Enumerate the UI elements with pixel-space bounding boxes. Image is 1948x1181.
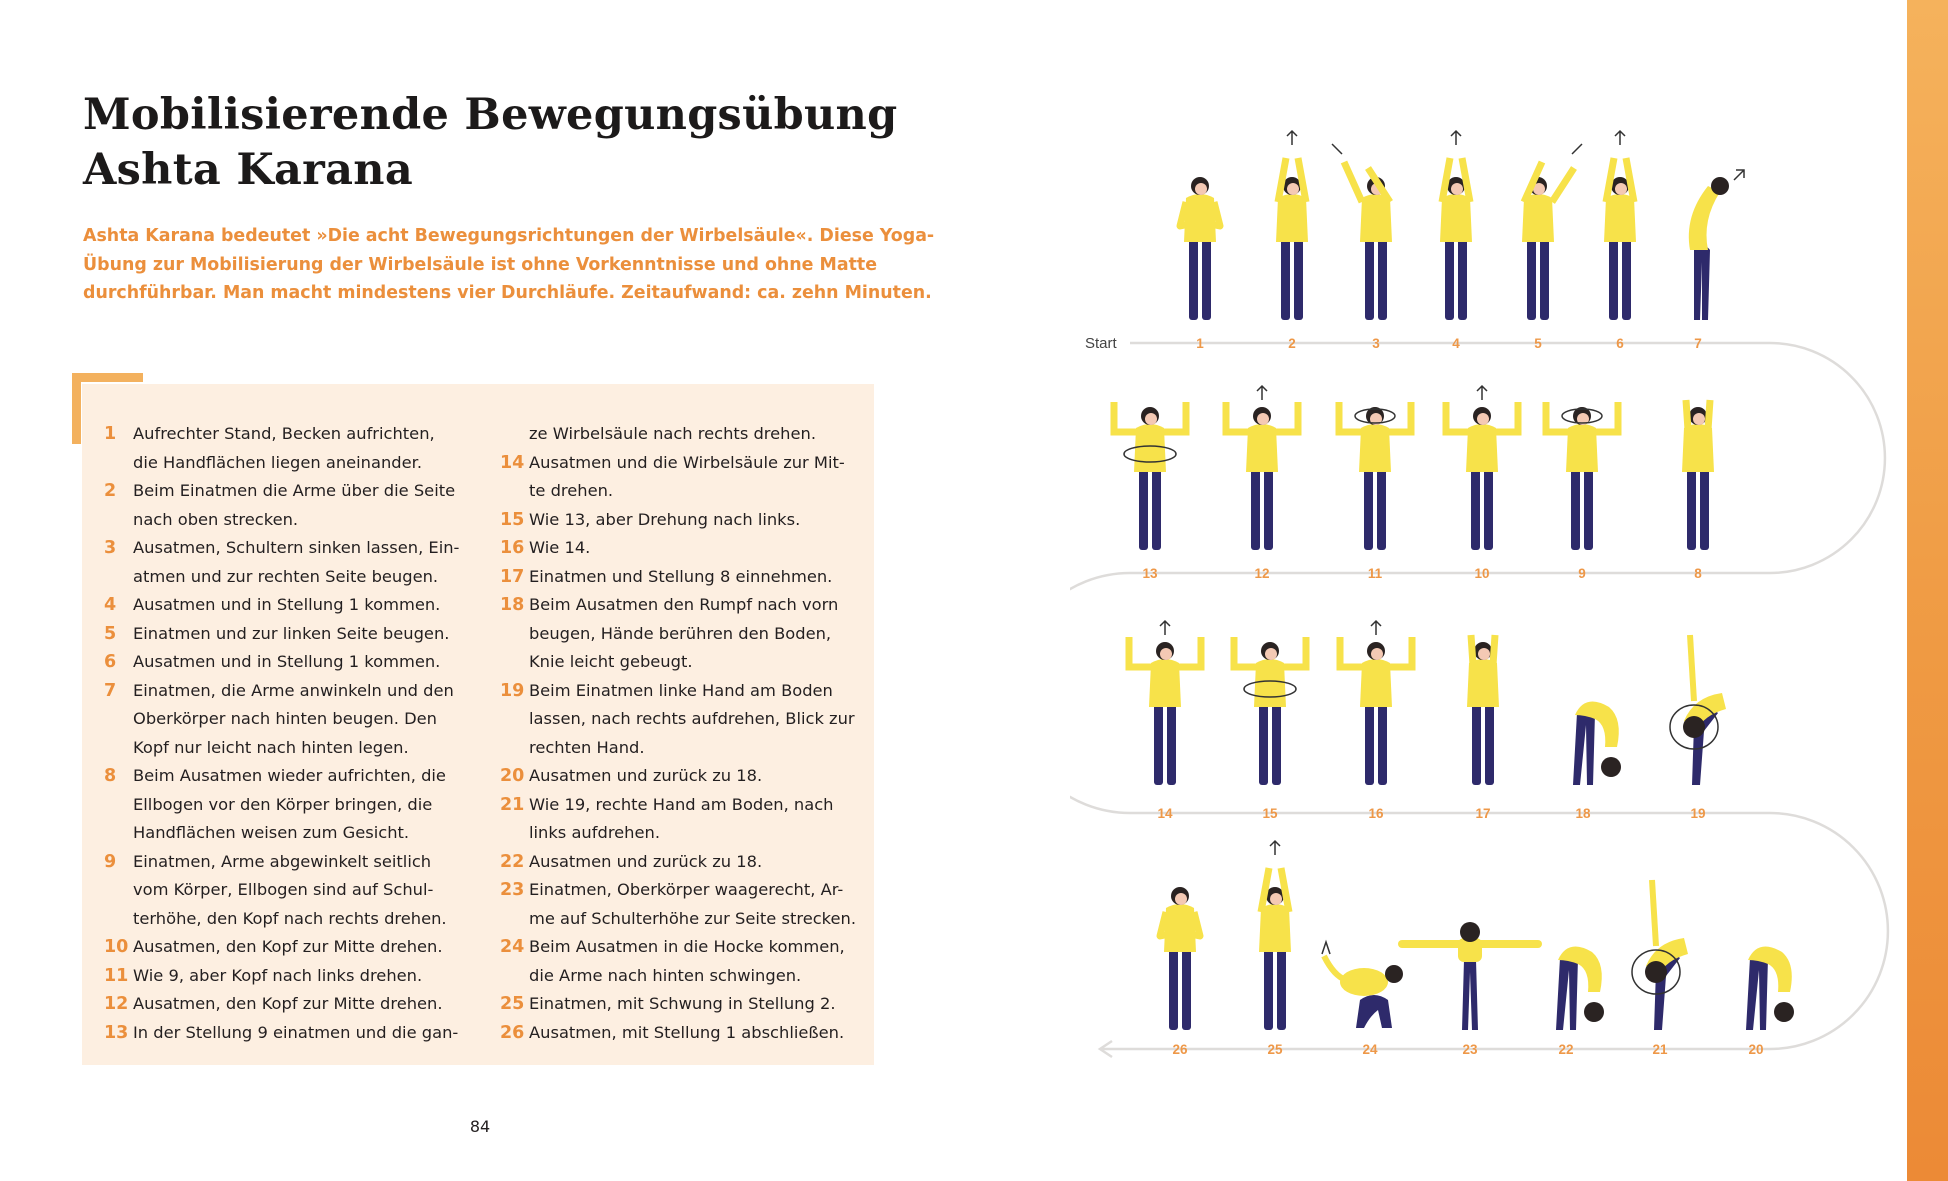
step-text: Kopf nur leicht nach hinten legen. bbox=[133, 737, 409, 757]
instruction-line bbox=[104, 506, 474, 535]
title-line-2: Ashta Karana bbox=[83, 145, 414, 195]
figure-head bbox=[1645, 961, 1667, 983]
pose-number-label: 3 bbox=[1372, 336, 1380, 351]
instruction-line bbox=[500, 734, 870, 763]
instruction-line bbox=[104, 876, 474, 905]
step-text: die Arme nach hinten schwingen. bbox=[529, 965, 802, 985]
figure-leg bbox=[1472, 701, 1481, 785]
step-number: 21 bbox=[500, 794, 525, 815]
pose-figure bbox=[1604, 131, 1636, 320]
step-text: Oberkörper nach hinten beugen. Den bbox=[133, 709, 437, 728]
figure-head bbox=[1683, 716, 1705, 738]
figure-leg bbox=[1377, 466, 1386, 550]
step-text: Ellbogen vor den Körper bringen, die bbox=[133, 794, 433, 814]
figure-leg bbox=[1259, 701, 1268, 785]
step-text: Ausatmen und in Stellung 1 kommen. bbox=[133, 595, 441, 614]
figure-legs bbox=[1746, 958, 1768, 1030]
figure-leg bbox=[1609, 236, 1618, 320]
pose-figure bbox=[1440, 131, 1472, 320]
pose-figure bbox=[1398, 922, 1542, 1030]
pose-number-label: 14 bbox=[1157, 806, 1173, 821]
figure-leg bbox=[1540, 236, 1549, 320]
instruction-line bbox=[500, 990, 870, 1019]
figure-leg bbox=[1458, 236, 1467, 320]
instruction-line bbox=[104, 648, 474, 677]
figure-torso bbox=[1254, 659, 1286, 707]
figure-leg bbox=[1445, 236, 1454, 320]
figure-torso bbox=[1184, 194, 1216, 242]
up-arrow-icon bbox=[1477, 386, 1487, 400]
step-text: Wie 14. bbox=[529, 538, 591, 557]
figure-face bbox=[1195, 183, 1207, 195]
instructions-column-left bbox=[104, 420, 474, 1047]
pose-number-label: 9 bbox=[1578, 566, 1586, 581]
step-text: Beim Einatmen linke Hand am Boden bbox=[529, 680, 833, 700]
figure-leg bbox=[1154, 701, 1163, 785]
pose-number-label: 26 bbox=[1172, 1042, 1188, 1057]
step-text: te drehen. bbox=[529, 481, 614, 500]
instruction-line bbox=[104, 677, 474, 706]
figure-torso bbox=[1246, 424, 1278, 472]
figure-torso bbox=[1340, 968, 1388, 996]
step-number: 16 bbox=[500, 538, 525, 558]
pose-number-label: 17 bbox=[1475, 806, 1491, 821]
instruction-line bbox=[104, 819, 474, 848]
instruction-line bbox=[104, 990, 474, 1019]
step-number: 23 bbox=[500, 880, 525, 900]
figure-torso bbox=[1566, 424, 1598, 472]
instruction-line bbox=[104, 563, 474, 592]
figure-face bbox=[1145, 413, 1157, 425]
step-text: rechten Hand. bbox=[529, 737, 645, 757]
step-text: die Handflächen liegen aneinander. bbox=[133, 452, 423, 472]
instruction-line bbox=[104, 477, 474, 506]
pose-number-label: 8 bbox=[1694, 566, 1702, 581]
pose-figure bbox=[1689, 170, 1744, 320]
step-text: Einatmen, Oberkörper waagerecht, Ar- bbox=[529, 880, 844, 899]
step-text: Wie 19, rechte Hand am Boden, nach bbox=[529, 794, 834, 814]
pose-number-label: 1 bbox=[1196, 336, 1204, 351]
figure-leg bbox=[1182, 946, 1191, 1030]
instruction-line bbox=[500, 933, 870, 962]
step-text: beugen, Hände berühren den Boden, bbox=[529, 623, 832, 643]
pose-figure bbox=[1340, 621, 1412, 785]
up-arrow-icon bbox=[1257, 386, 1267, 400]
figure-leg bbox=[1485, 701, 1494, 785]
figure-leg bbox=[1202, 236, 1211, 320]
pose-figure bbox=[1682, 400, 1714, 550]
figure-arm-up bbox=[1690, 635, 1694, 701]
page-edge-band bbox=[1907, 0, 1948, 1181]
up-arrow-icon bbox=[1322, 942, 1330, 954]
pose-number-label: 13 bbox=[1142, 566, 1158, 581]
figure-head bbox=[1385, 965, 1403, 983]
pose-figure bbox=[1129, 621, 1201, 785]
step-number: 11 bbox=[104, 965, 129, 986]
instruction-line bbox=[104, 762, 474, 791]
instruction-line bbox=[104, 449, 474, 478]
figure-torso bbox=[1682, 424, 1714, 472]
figure-torso bbox=[1466, 424, 1498, 472]
figure-legs bbox=[1356, 995, 1392, 1028]
step-text: me auf Schulterhöhe zur Seite strecken. bbox=[529, 908, 857, 928]
instruction-line bbox=[104, 933, 474, 962]
figure-legs bbox=[1573, 713, 1595, 785]
figure-leg bbox=[1364, 466, 1373, 550]
instruction-line bbox=[104, 534, 474, 563]
figure-leg bbox=[1687, 466, 1696, 550]
figure-leg bbox=[1281, 236, 1290, 320]
step-number: 5 bbox=[104, 623, 117, 644]
pose-number-label: 23 bbox=[1462, 1042, 1478, 1057]
step-number: 18 bbox=[500, 595, 525, 615]
step-text: Ausatmen und zurück zu 18. bbox=[529, 851, 763, 871]
pose-figure bbox=[1259, 841, 1291, 1030]
step-number: 6 bbox=[104, 652, 117, 672]
diagonal-arrow-icon bbox=[1572, 144, 1582, 154]
figure-leg bbox=[1264, 466, 1273, 550]
instruction-line bbox=[104, 905, 474, 934]
instruction-line bbox=[500, 876, 870, 905]
step-text: Ausatmen, den Kopf zur Mitte drehen. bbox=[133, 994, 443, 1013]
step-number: 19 bbox=[500, 680, 525, 701]
figure-face bbox=[1693, 413, 1705, 425]
step-number: 17 bbox=[500, 566, 525, 587]
step-number: 7 bbox=[104, 680, 117, 701]
pose-figure bbox=[1160, 887, 1200, 1030]
figure-torso bbox=[1360, 659, 1392, 707]
pose-figure bbox=[1276, 131, 1308, 320]
instruction-line bbox=[500, 620, 870, 649]
figure-torso bbox=[1134, 424, 1166, 472]
step-number: 24 bbox=[500, 937, 525, 957]
intro-line: Ashta Karana bedeutet »Die acht Bewegungsrichtungen der Wirbelsäule«. Diese Yoga- bbox=[83, 226, 935, 246]
instruction-line bbox=[500, 563, 870, 592]
intro-line: durchführbar. Man macht mindestens vier Durchläufe. Zeitaufwand: ca. zehn Minuten. bbox=[83, 283, 932, 303]
intro-line: Übung zur Mobilisierung der Wirbelsäule ist ohne Vorkenntnisse und ohne Matte bbox=[83, 254, 877, 275]
figure-face bbox=[1371, 648, 1383, 660]
step-number: 8 bbox=[104, 766, 117, 786]
figure-leg bbox=[1471, 466, 1480, 550]
instruction-line bbox=[500, 791, 870, 820]
pose-number-label: 7 bbox=[1694, 336, 1702, 351]
figure-head bbox=[1584, 1002, 1604, 1022]
figure-leg bbox=[1277, 946, 1286, 1030]
figure-face bbox=[1287, 183, 1299, 195]
figure-leg bbox=[1189, 236, 1198, 320]
step-number: 13 bbox=[104, 1022, 129, 1043]
instruction-line bbox=[500, 848, 870, 877]
up-arrow-icon bbox=[1270, 841, 1280, 855]
title-line-1: Mobilisierende Bewegungsübung bbox=[83, 90, 898, 140]
pose-number-label: 6 bbox=[1616, 336, 1624, 351]
instruction-line bbox=[500, 677, 870, 706]
pose-number-label: 21 bbox=[1652, 1042, 1668, 1057]
corner-mark-vertical bbox=[72, 373, 81, 444]
pose-figure bbox=[1180, 177, 1220, 320]
figure-leg bbox=[1294, 236, 1303, 320]
instruction-line bbox=[104, 620, 474, 649]
pose-figure bbox=[1546, 402, 1618, 550]
figure-leg bbox=[1378, 701, 1387, 785]
figure-torso bbox=[1689, 186, 1720, 250]
instruction-line bbox=[104, 591, 474, 620]
instruction-line bbox=[500, 819, 870, 848]
step-text: Beim Ausatmen wieder aufrichten, die bbox=[133, 766, 446, 785]
step-text: lassen, nach rechts aufdrehen, Blick zur bbox=[529, 709, 855, 728]
corner-mark-horizontal bbox=[72, 373, 143, 382]
figure-leg bbox=[1378, 236, 1387, 320]
figure-leg bbox=[1169, 946, 1178, 1030]
figure-arm bbox=[1324, 956, 1346, 980]
figure-torso bbox=[1149, 659, 1181, 707]
figure-face bbox=[1265, 648, 1277, 660]
figure-leg bbox=[1167, 701, 1176, 785]
figure-leg bbox=[1365, 701, 1374, 785]
pose-figure bbox=[1467, 635, 1499, 785]
step-text: nach oben strecken. bbox=[133, 509, 299, 529]
diagonal-arrow-icon bbox=[1332, 144, 1342, 154]
step-number: 4 bbox=[104, 595, 117, 615]
instructions-column-right bbox=[500, 420, 870, 1047]
pose-figure bbox=[1322, 942, 1403, 1028]
instruction-line bbox=[500, 449, 870, 478]
step-number: 20 bbox=[500, 766, 525, 786]
pose-sequence-diagram bbox=[1070, 95, 1895, 1085]
instruction-line bbox=[500, 420, 870, 449]
step-number: 26 bbox=[500, 1022, 525, 1043]
pose-number-label: 20 bbox=[1748, 1042, 1764, 1057]
figure-leg bbox=[1527, 236, 1536, 320]
pose-number-label: 12 bbox=[1254, 566, 1270, 581]
page-title bbox=[83, 88, 898, 198]
pose-number-label: 11 bbox=[1367, 566, 1383, 581]
step-number: 12 bbox=[104, 994, 129, 1014]
pose-figure bbox=[1522, 144, 1582, 320]
step-number: 2 bbox=[104, 481, 117, 501]
figure-leg bbox=[1622, 236, 1631, 320]
pose-figure bbox=[1114, 402, 1186, 550]
figure-head bbox=[1601, 757, 1621, 777]
figure-head bbox=[1711, 177, 1729, 195]
pose-figure bbox=[1234, 637, 1306, 785]
figure-head bbox=[1774, 1002, 1794, 1022]
instruction-line bbox=[500, 591, 870, 620]
figure-face bbox=[1451, 183, 1463, 195]
step-number: 10 bbox=[104, 937, 129, 957]
pose-number-label: 25 bbox=[1267, 1042, 1283, 1057]
figure-face bbox=[1477, 413, 1489, 425]
instruction-line bbox=[104, 791, 474, 820]
pose-number-label: 19 bbox=[1690, 806, 1706, 821]
step-text: Aufrechter Stand, Becken aufrichten, bbox=[133, 424, 435, 443]
pose-figure bbox=[1446, 386, 1518, 550]
figure-leg bbox=[1152, 466, 1161, 550]
pose-figure bbox=[1746, 947, 1794, 1030]
figure-arm-up bbox=[1652, 880, 1656, 946]
step-text: Einatmen und zur linken Seite beugen. bbox=[133, 623, 450, 643]
figure-torso bbox=[1359, 424, 1391, 472]
step-text: ze Wirbelsäule nach rechts drehen. bbox=[529, 424, 816, 443]
step-text: Einatmen, die Arme anwinkeln und den bbox=[133, 680, 454, 700]
step-number: 22 bbox=[500, 851, 525, 872]
pose-figure bbox=[1332, 144, 1392, 320]
step-text: Handflächen weisen zum Gesicht. bbox=[133, 823, 410, 842]
figure-face bbox=[1270, 893, 1282, 905]
step-text: Beim Einatmen die Arme über die Seite bbox=[133, 481, 456, 500]
instruction-line bbox=[104, 705, 474, 734]
step-text: In der Stellung 9 einatmen und die gan- bbox=[133, 1022, 459, 1042]
figure-face bbox=[1160, 648, 1172, 660]
figure-torso bbox=[1467, 659, 1499, 707]
step-text: vom Körper, Ellbogen sind auf Schul- bbox=[133, 880, 434, 899]
instruction-line bbox=[500, 506, 870, 535]
figure-leg bbox=[1584, 466, 1593, 550]
pose-number-label: 15 bbox=[1262, 806, 1278, 821]
up-arrow-icon bbox=[1451, 131, 1461, 145]
step-text: Knie leicht gebeugt. bbox=[529, 652, 693, 671]
up-arrow-icon bbox=[1160, 621, 1170, 635]
pose-number-label: 18 bbox=[1575, 806, 1591, 821]
instruction-line bbox=[500, 534, 870, 563]
instruction-line bbox=[104, 734, 474, 763]
step-number: 3 bbox=[104, 538, 117, 558]
figure-legs bbox=[1694, 245, 1710, 320]
step-text: Ausatmen und in Stellung 1 kommen. bbox=[133, 652, 441, 671]
step-text: Einatmen und Stellung 8 einnehmen. bbox=[529, 566, 833, 586]
pose-number-label: 4 bbox=[1452, 336, 1460, 351]
pose-number-label: 5 bbox=[1534, 336, 1542, 351]
instruction-line bbox=[500, 648, 870, 677]
instruction-line bbox=[104, 420, 474, 449]
diagonal-arrow-icon bbox=[1734, 170, 1744, 180]
start-label: Start bbox=[1085, 335, 1117, 352]
pose-figure bbox=[1339, 402, 1411, 550]
figure-leg bbox=[1700, 466, 1709, 550]
pose-figure bbox=[1226, 386, 1298, 550]
intro-paragraph bbox=[83, 222, 935, 308]
up-arrow-icon bbox=[1615, 131, 1625, 145]
pose-number-label: 24 bbox=[1362, 1042, 1378, 1057]
figure-leg bbox=[1484, 466, 1493, 550]
pose-figure bbox=[1556, 947, 1604, 1030]
step-text: atmen und zur rechten Seite beugen. bbox=[133, 566, 439, 586]
instruction-line bbox=[104, 1019, 474, 1048]
pose-figure bbox=[1670, 635, 1726, 785]
step-text: Wie 13, aber Drehung nach links. bbox=[529, 509, 801, 529]
instruction-line bbox=[500, 705, 870, 734]
instruction-line bbox=[104, 962, 474, 991]
figure-legs bbox=[1462, 960, 1478, 1030]
step-text: Einatmen, Arme abgewinkelt seitlich bbox=[133, 851, 432, 871]
step-text: Ausatmen, den Kopf zur Mitte drehen. bbox=[133, 937, 443, 956]
step-text: Ausatmen und die Wirbelsäule zur Mit- bbox=[529, 452, 845, 472]
step-text: terhöhe, den Kopf nach rechts drehen. bbox=[133, 908, 447, 928]
pose-number-label: 10 bbox=[1474, 566, 1490, 581]
step-number: 1 bbox=[104, 424, 117, 444]
figure-leg bbox=[1272, 701, 1281, 785]
pose-number-label: 22 bbox=[1558, 1042, 1574, 1057]
step-text: Ausatmen und zurück zu 18. bbox=[529, 766, 763, 785]
up-arrow-icon bbox=[1287, 131, 1297, 145]
instruction-line bbox=[500, 905, 870, 934]
pose-figure bbox=[1632, 880, 1688, 1030]
page-number: 84 bbox=[469, 1117, 491, 1136]
pose-number-label: 16 bbox=[1368, 806, 1384, 821]
instruction-line bbox=[500, 1019, 870, 1048]
figure-leg bbox=[1571, 466, 1580, 550]
step-number: 9 bbox=[104, 851, 117, 872]
step-number: 15 bbox=[500, 509, 525, 530]
up-arrow-icon bbox=[1371, 621, 1381, 635]
instruction-line bbox=[500, 477, 870, 506]
step-number: 14 bbox=[500, 452, 525, 473]
step-text: Einatmen, mit Schwung in Stellung 2. bbox=[529, 994, 836, 1013]
pose-number-label: 2 bbox=[1288, 336, 1296, 351]
instruction-line bbox=[104, 848, 474, 877]
step-text: Ausatmen, Schultern sinken lassen, Ein- bbox=[133, 538, 460, 557]
figure-leg bbox=[1365, 236, 1374, 320]
step-text: links aufdrehen. bbox=[529, 823, 660, 842]
figure-face bbox=[1257, 413, 1269, 425]
step-text: Wie 9, aber Kopf nach links drehen. bbox=[133, 965, 423, 985]
figure-head bbox=[1460, 922, 1480, 942]
figure-leg bbox=[1251, 466, 1260, 550]
pose-figure bbox=[1573, 702, 1621, 785]
step-text: Beim Ausatmen in die Hocke kommen, bbox=[529, 937, 845, 956]
instruction-line bbox=[500, 962, 870, 991]
figure-face bbox=[1615, 183, 1627, 195]
instruction-line bbox=[500, 762, 870, 791]
step-text: Beim Ausatmen den Rumpf nach vorn bbox=[529, 595, 839, 614]
figure-face bbox=[1175, 893, 1187, 905]
figure-face bbox=[1478, 648, 1490, 660]
figure-leg bbox=[1264, 946, 1273, 1030]
figure-legs bbox=[1556, 958, 1578, 1030]
figure-leg bbox=[1139, 466, 1148, 550]
step-text: Ausatmen, mit Stellung 1 abschließen. bbox=[529, 1022, 845, 1042]
step-number: 25 bbox=[500, 994, 525, 1014]
figure-torso bbox=[1164, 904, 1196, 952]
